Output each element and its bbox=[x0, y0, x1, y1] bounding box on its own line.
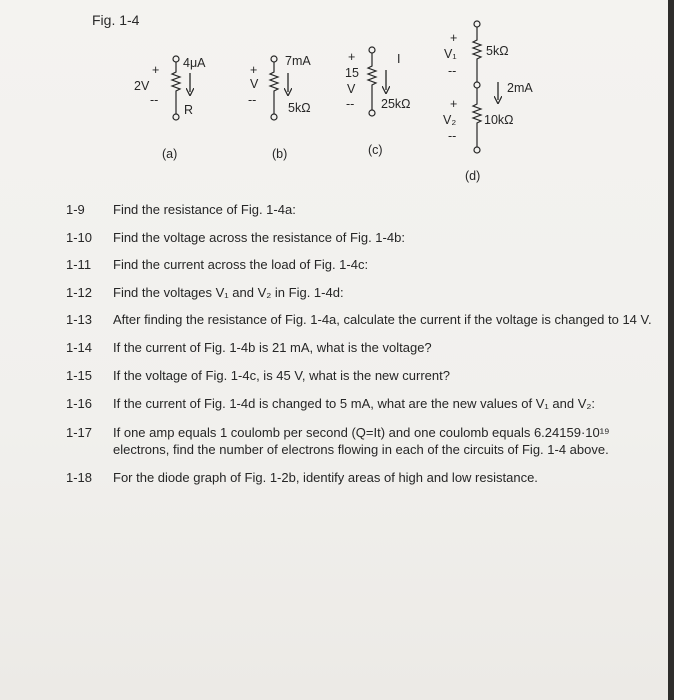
circuit-c-minus: -- bbox=[346, 97, 355, 111]
problem-number: 1-12 bbox=[66, 285, 93, 300]
problem-text: If the voltage of Fig. 1-4c, is 45 V, what is the new current? bbox=[113, 368, 450, 383]
circuit-c-resistor: 25kΩ bbox=[381, 97, 411, 111]
terminal-top bbox=[271, 56, 277, 62]
circuit-a-minus: -- bbox=[150, 93, 159, 107]
circuit-b-caption: (b) bbox=[272, 147, 288, 161]
problem-text: Find the voltage across the resistance of Fig. 1-4b: bbox=[113, 230, 405, 245]
problem-number: 1-9 bbox=[66, 202, 85, 217]
circuit-b-voltage: V bbox=[250, 77, 259, 91]
problem-text: Find the resistance of Fig. 1-4a: bbox=[113, 202, 296, 217]
circuit-b-resistor: 5kΩ bbox=[288, 101, 311, 115]
circuit-d-current: 2mA bbox=[507, 81, 533, 95]
circuit-b-minus: -- bbox=[248, 93, 257, 107]
terminal-top bbox=[173, 56, 179, 62]
circuit-d-v1-plus: + bbox=[450, 31, 458, 45]
terminal-top bbox=[474, 21, 480, 27]
terminal-top bbox=[369, 47, 375, 53]
circuit-a-plus: + bbox=[152, 63, 160, 77]
resistor-a bbox=[172, 62, 180, 114]
problem-number: 1-14 bbox=[66, 340, 93, 355]
circuit-c-voltage-bottom: V bbox=[347, 82, 356, 96]
problem-number: 1-16 bbox=[66, 396, 93, 411]
circuit-a-current: 4μA bbox=[183, 56, 206, 70]
circuit-a-caption: (a) bbox=[162, 147, 178, 161]
circuit-a-resistor: R bbox=[184, 103, 194, 117]
circuit-d bbox=[443, 21, 533, 183]
problem-text: Find the voltages V₁ and V₂ in Fig. 1-4d: bbox=[113, 285, 344, 300]
circuit-d-v1: V₁ bbox=[444, 47, 457, 61]
circuit-c-current: I bbox=[397, 52, 401, 66]
resistor-b bbox=[270, 62, 278, 114]
problem-text: If the current of Fig. 1-4d is changed to 5 mA, what are the new values of V₁ and V₂: bbox=[113, 396, 596, 411]
circuit-b-plus: + bbox=[250, 63, 258, 77]
problem-text: For the diode graph of Fig. 1-2b, identify areas of high and low resistance. bbox=[113, 470, 538, 485]
terminal-bottom bbox=[369, 110, 375, 116]
circuit-a-voltage: 2V bbox=[134, 79, 150, 93]
problem-text: If the current of Fig. 1-4b is 21 mA, what is the voltage? bbox=[113, 340, 432, 355]
terminal-middle bbox=[474, 82, 480, 88]
circuit-figures bbox=[0, 0, 668, 200]
circuit-a bbox=[134, 56, 206, 161]
circuit-d-v2-minus: -- bbox=[448, 129, 457, 143]
resistor-d1 bbox=[473, 27, 481, 82]
circuit-d-r2: 10kΩ bbox=[484, 113, 514, 127]
circuit-d-v2: V₂ bbox=[443, 113, 457, 127]
figure-title: Fig. 1-4 bbox=[92, 12, 140, 28]
resistor-c bbox=[368, 53, 376, 110]
circuit-b bbox=[248, 54, 311, 161]
problem-number: 1-11 bbox=[66, 257, 92, 272]
problem-number: 1-15 bbox=[66, 368, 93, 383]
terminal-bottom bbox=[173, 114, 179, 120]
resistor-d2 bbox=[473, 88, 481, 147]
problem-number: 1-13 bbox=[66, 312, 93, 327]
circuit-c-voltage-top: 15 bbox=[345, 66, 359, 80]
circuit-c-plus: + bbox=[348, 50, 356, 64]
problem-number: 1-10 bbox=[66, 230, 93, 245]
problem-number: 1-18 bbox=[66, 470, 93, 485]
problem-text: Find the current across the load of Fig. 1-4c: bbox=[113, 257, 369, 272]
circuit-d-r1: 5kΩ bbox=[486, 44, 509, 58]
circuit-b-current: 7mA bbox=[285, 54, 311, 68]
circuit-c-caption: (c) bbox=[368, 143, 383, 157]
problem-text: If one amp equals 1 coulomb per second (Q=It) and one coulomb equals 6.24159·10¹⁹ electrons, find the number of electrons flowing in each of the circuits of Fig. 1-4 above. bbox=[113, 425, 610, 457]
problem-number: 1-17 bbox=[66, 425, 93, 440]
terminal-bottom bbox=[271, 114, 277, 120]
circuit-c bbox=[345, 47, 411, 157]
terminal-bottom bbox=[474, 147, 480, 153]
circuit-d-v2-plus: + bbox=[450, 97, 458, 111]
problem-text: After finding the resistance of Fig. 1-4a, calculate the current if the voltage is changed to 14 V. bbox=[113, 312, 652, 327]
circuit-d-v1-minus: -- bbox=[448, 64, 457, 78]
circuit-d-caption: (d) bbox=[465, 169, 481, 183]
